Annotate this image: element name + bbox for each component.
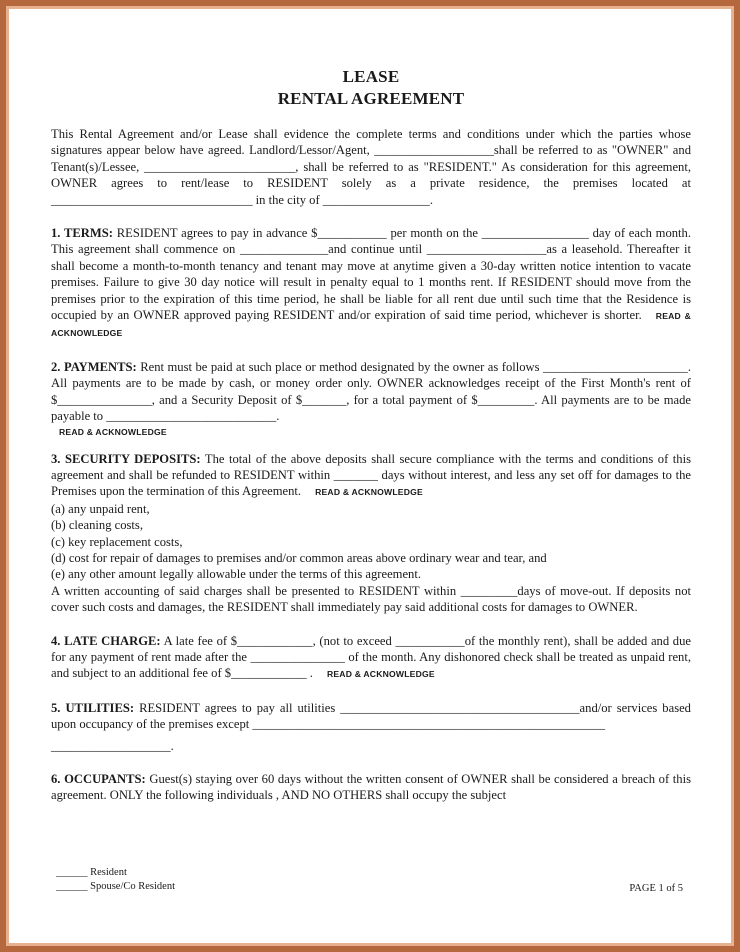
utilities-heading: 5. UTILITIES: xyxy=(51,700,135,715)
document-body xyxy=(51,66,691,804)
terms-acknowledge: READ & ACKNOWLEDGE xyxy=(51,311,691,339)
terms-heading: 1. TERMS: xyxy=(51,226,113,241)
terms-text: RESIDENT agrees to pay in advance $___________ per month on the _________________ day of each month. This agreement shall commence on ______________and continue until ___________________as a leasehold. Thereafter it shall become a month-to-month tenancy and tenant may move at anytime given a 30-day written notice intention to vacate premises. Failure to give 30 day notice will result in penalty equal to 1 months rent. If RESIDENT should move from the premises prior to the expiration of this time period, he shall be liable for all rent due until such time that the Residence is occupied by an OWNER approved paying RESIDENT and/or expiration of said time period, whichever is shorter. xyxy=(51,226,691,323)
late-acknowledge: READ & ACKNOWLEDGE xyxy=(326,669,435,680)
section-payments xyxy=(51,359,691,439)
document-title xyxy=(51,66,691,110)
security-item-c: (c) key replacement costs, xyxy=(51,534,183,549)
payments-acknowledge: READ & ACKNOWLEDGE xyxy=(59,426,167,437)
security-item-d: (d) cost for repair of damages to premises and/or common areas above ordinary wear and tear, and xyxy=(51,550,547,565)
utilities-extra-blank: ___________________. xyxy=(51,738,174,753)
footer-initials xyxy=(56,866,696,894)
security-text: The total of the above deposits shall secure compliance with the terms and conditions of this agreement and shall be refunded to RESIDENT within _______ days without interest, and less any set off for damages to the Premises upon the termination of this Agreement. xyxy=(51,451,691,499)
section-security-deposits xyxy=(51,451,691,616)
utilities-text: RESIDENT agrees to pay all utilities ______________________________________and/or services based upon occupancy of the premises except ________________________________________________________ xyxy=(51,700,691,732)
section-terms xyxy=(51,225,691,342)
security-acknowledge: READ & ACKNOWLEDGE xyxy=(315,487,423,498)
security-after-text: A written accounting of said charges shall be presented to RESIDENT within _________days of move-out. If deposits not cover such costs and damages, the RESIDENT shall immediately pay said additional costs for damages to OWNER. xyxy=(51,583,691,615)
late-heading: 4. LATE CHARGE: xyxy=(51,633,161,648)
section-utilities xyxy=(51,700,691,754)
footer-resident-initials: ______ Resident xyxy=(56,867,127,878)
title-line-2: RENTAL AGREEMENT xyxy=(277,89,465,108)
occupants-heading: 6. OCCUPANTS: xyxy=(51,772,146,786)
document-page xyxy=(6,6,734,946)
late-text: A late fee of $____________, (not to exceed ___________of the monthly rent), shall be added and due for any payment of rent made after the _______________ of the month. Any dishonored check shall be treated as unpaid rent, and subject to an additional fee of $____________ . xyxy=(51,633,691,681)
occupants-text: Guest(s) staying over 60 days without the written consent of OWNER shall be considered a breach of this agreement. ONLY the following individuals , AND NO OTHERS shall occupy the subject xyxy=(51,772,691,803)
payments-text: Rent must be paid at such place or method designated by the owner as follows _______________________. All payments are to be made by cash, or money order only. OWNER acknowledges receipt of the First Month's rent of $_______________, and a Security Deposit of $_______, for a total payment of $_________. All payments are to be made payable to ___________________________. xyxy=(51,359,691,424)
security-item-a: (a) any unpaid rent, xyxy=(51,501,150,516)
section-late-charge xyxy=(51,633,691,683)
payments-heading: 2. PAYMENTS: xyxy=(51,359,137,374)
intro-paragraph: This Rental Agreement and/or Lease shall evidence the complete terms and conditions under which the parties whose signatures appear below have agreed. Landlord/Lessor/Agent, ___________________shall be referred to as "OWNER" and Tenant(s)/Lessee, ________________________, shall be referred to as "RESIDENT." As consideration for this agreement, OWNER agrees to rent/lease to RESIDENT solely as a private residence, the premises located at ________________________________ in the city of _________________. xyxy=(51,127,691,207)
security-heading: 3. SECURITY DEPOSITS: xyxy=(51,451,201,466)
section-occupants xyxy=(51,771,691,804)
footer-spouse-initials: ______ Spouse/Co Resident xyxy=(56,881,176,892)
page-number: PAGE 1 of 5 xyxy=(629,883,683,894)
security-item-b: (b) cleaning costs, xyxy=(51,518,143,533)
security-item-e: (e) any other amount legally allowable under the terms of this agreement. xyxy=(51,567,421,582)
title-line-1: LEASE xyxy=(342,67,400,86)
